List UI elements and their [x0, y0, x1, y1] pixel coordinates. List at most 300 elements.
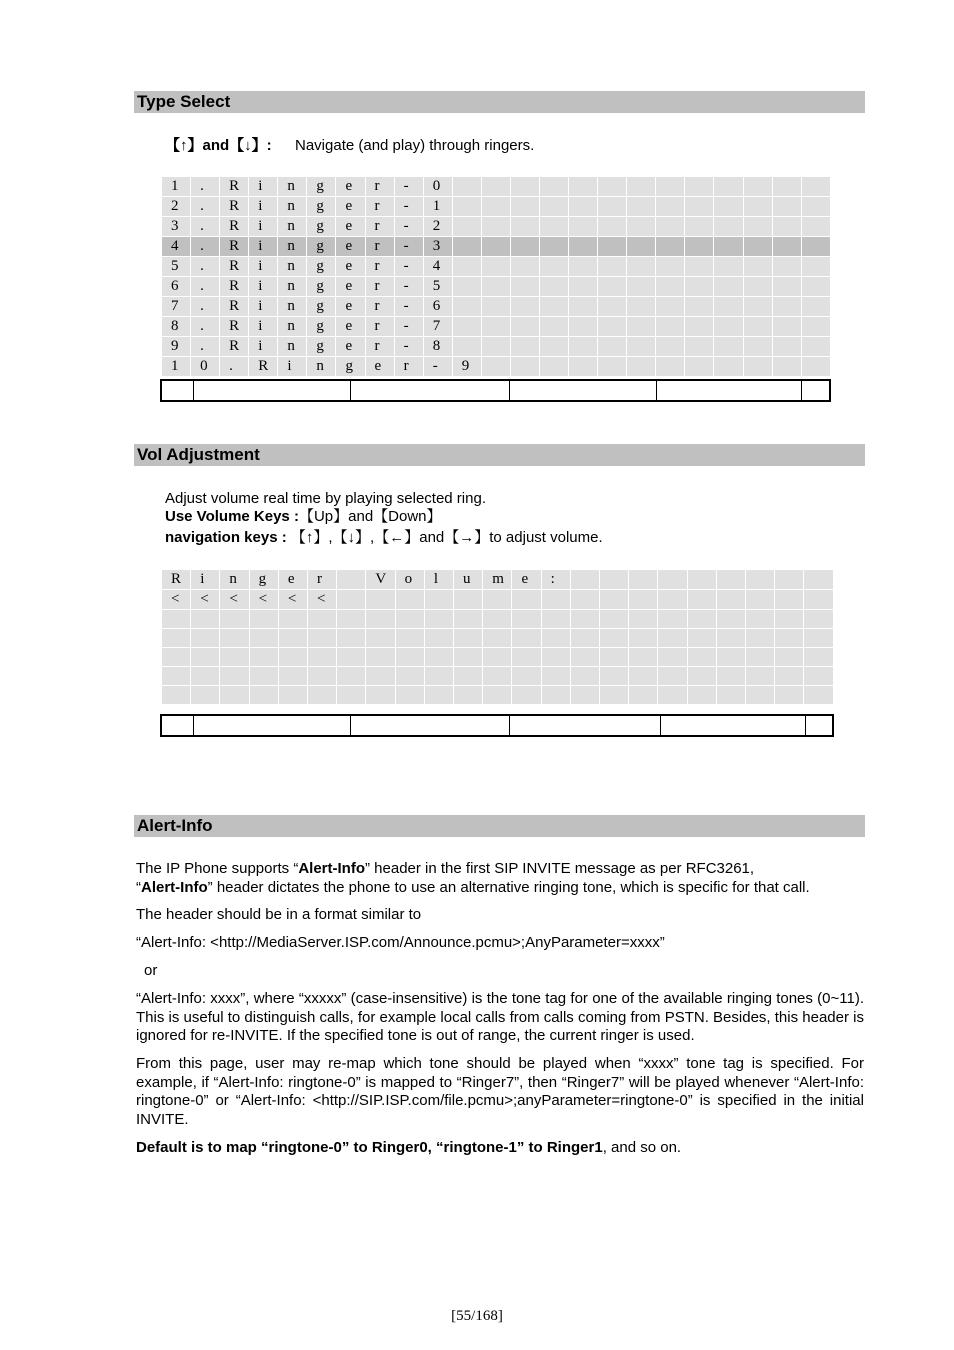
lcd-cell: n — [278, 197, 307, 217]
lcd-cell — [162, 667, 191, 686]
lcd-cell — [452, 177, 481, 197]
text-run: Default is to map “ringtone-0” to Ringer0, “ringtone-1” to Ringer1 — [136, 1139, 603, 1156]
lcd-cell — [801, 317, 830, 337]
lcd-cell — [627, 197, 656, 217]
softkey-bar-vol — [160, 714, 834, 737]
lcd-cell — [220, 610, 249, 629]
lcd-cell — [570, 667, 599, 686]
lcd-cell — [249, 686, 278, 705]
lcd-cell — [772, 337, 801, 357]
lcd-cell — [801, 277, 830, 297]
lcd-cell — [600, 629, 629, 648]
lcd-cell — [743, 337, 772, 357]
lcd-cell — [716, 648, 745, 667]
lcd-cell — [570, 686, 599, 705]
lcd-cell — [714, 277, 743, 297]
lcd-cell — [627, 277, 656, 297]
lcd-cell — [772, 297, 801, 317]
lcd-cell — [685, 317, 714, 337]
lcd-cell — [801, 217, 830, 237]
lcd-cell — [481, 297, 510, 317]
lcd-cell — [685, 257, 714, 277]
nav-keys-value: 【↑】,【↓】,【←】and【→】to adjust volume. — [290, 529, 603, 546]
lcd-cell — [220, 629, 249, 648]
lcd-cell — [570, 648, 599, 667]
lcd-cell — [278, 686, 307, 705]
lcd-cell: i — [249, 197, 278, 217]
alert-info-paragraph-3: “Alert-Info: xxxx”, where “xxxxx” (case-insensitive) is the tone tag for one of the available ringing tones (0~11). This is useful to distinguish calls, for example local calls from calls coming from PSTN. Besides, this header is ignored for re-INVITE. If the specified tone is out of range, the current ringer is used. — [136, 990, 864, 1044]
lcd-cell: - — [394, 337, 423, 357]
lcd-cell — [598, 177, 627, 197]
lcd-cell — [541, 648, 570, 667]
lcd-cell — [540, 217, 569, 237]
lcd-cell — [714, 317, 743, 337]
lcd-cell — [743, 277, 772, 297]
lcd-cell — [424, 629, 453, 648]
lcd-cell: 2 — [162, 197, 191, 217]
lcd-cell — [685, 277, 714, 297]
softkey-slot — [802, 381, 829, 400]
lcd-cell: m — [483, 570, 512, 590]
lcd-cell — [308, 610, 337, 629]
lcd-cell: 4 — [162, 237, 191, 257]
lcd-cell — [656, 277, 685, 297]
lcd-cell — [541, 686, 570, 705]
lcd-cell: e — [336, 237, 365, 257]
lcd-cell — [627, 217, 656, 237]
lcd-cell — [804, 610, 833, 629]
lcd-cell — [685, 357, 714, 377]
lcd-cell — [746, 629, 775, 648]
vol-description: Adjust volume real time by playing selected ring. — [165, 490, 486, 507]
lcd-cell: e — [336, 297, 365, 317]
softkey-slot — [806, 716, 832, 735]
lcd-cell: 8 — [423, 337, 452, 357]
lcd-cell — [337, 590, 366, 610]
lcd-cell — [424, 648, 453, 667]
softkey-slot — [194, 381, 352, 400]
lcd-cell — [540, 337, 569, 357]
lcd-cell: e — [336, 197, 365, 217]
lcd-cell — [569, 197, 598, 217]
lcd-cell — [510, 317, 539, 337]
lcd-cell: n — [278, 337, 307, 357]
alert-info-paragraph-1 — [136, 860, 864, 897]
lcd-cell — [424, 590, 453, 610]
lcd-cell — [746, 570, 775, 590]
lcd-cell — [337, 570, 366, 590]
lcd-cell: 2 — [423, 217, 452, 237]
lcd-cell — [772, 357, 801, 377]
lcd-cell: - — [394, 177, 423, 197]
lcd-cell — [278, 629, 307, 648]
lcd-cell — [278, 610, 307, 629]
lcd-cell: r — [365, 177, 394, 197]
lcd-cell — [540, 357, 569, 377]
lcd-cell — [366, 610, 395, 629]
lcd-cell: - — [394, 297, 423, 317]
lcd-cell — [452, 297, 481, 317]
lcd-cell — [540, 297, 569, 317]
lcd-cell: R — [220, 237, 249, 257]
lcd-cell — [366, 686, 395, 705]
lcd-cell — [540, 237, 569, 257]
lcd-cell — [804, 570, 833, 590]
lcd-cell — [772, 177, 801, 197]
ringer-list-lcd-grid — [161, 176, 831, 377]
lcd-cell: e — [336, 217, 365, 237]
lcd-cell: - — [394, 257, 423, 277]
softkey-bar — [160, 379, 831, 402]
lcd-cell — [627, 297, 656, 317]
lcd-cell — [775, 686, 804, 705]
lcd-cell — [541, 629, 570, 648]
lcd-cell — [629, 629, 658, 648]
nav-keys-label: 【↑】and【↓】: — [165, 137, 272, 154]
lcd-cell — [452, 237, 481, 257]
lcd-cell — [395, 629, 424, 648]
lcd-cell — [512, 629, 541, 648]
lcd-cell — [249, 610, 278, 629]
lcd-cell — [510, 257, 539, 277]
lcd-cell: g — [307, 257, 336, 277]
lcd-cell — [220, 686, 249, 705]
lcd-cell — [540, 197, 569, 217]
lcd-cell: r — [365, 257, 394, 277]
text-run: Alert-Info — [141, 878, 208, 896]
lcd-cell — [801, 237, 830, 257]
lcd-row — [162, 297, 831, 317]
lcd-cell — [801, 357, 830, 377]
lcd-cell — [775, 667, 804, 686]
nav-keys-line — [165, 529, 603, 547]
lcd-cell — [395, 610, 424, 629]
lcd-row — [162, 357, 831, 377]
lcd-cell — [629, 610, 658, 629]
lcd-cell — [510, 337, 539, 357]
lcd-cell — [600, 570, 629, 590]
lcd-cell — [716, 610, 745, 629]
lcd-row — [162, 337, 831, 357]
lcd-row — [162, 629, 834, 648]
lcd-cell — [600, 667, 629, 686]
lcd-cell — [337, 610, 366, 629]
lcd-cell — [337, 648, 366, 667]
lcd-cell — [481, 317, 510, 337]
lcd-cell — [220, 667, 249, 686]
lcd-cell: g — [307, 177, 336, 197]
lcd-cell — [656, 237, 685, 257]
lcd-cell — [656, 337, 685, 357]
lcd-cell — [512, 667, 541, 686]
lcd-cell — [687, 648, 716, 667]
lcd-cell: e — [365, 357, 394, 377]
lcd-row — [162, 177, 831, 197]
lcd-cell: R — [220, 197, 249, 217]
lcd-cell — [337, 686, 366, 705]
lcd-cell: R — [220, 317, 249, 337]
lcd-cell: n — [278, 177, 307, 197]
lcd-cell — [512, 590, 541, 610]
lcd-cell: r — [365, 197, 394, 217]
text-run: Alert-Info — [298, 860, 365, 877]
softkey-slot — [657, 381, 803, 400]
lcd-cell — [249, 629, 278, 648]
lcd-cell: r — [394, 357, 423, 377]
alert-info-paragraph-2: The header should be in a format similar to — [136, 906, 422, 923]
lcd-cell — [483, 610, 512, 629]
lcd-cell: 0 — [423, 177, 452, 197]
lcd-cell: i — [191, 570, 220, 590]
vol-keys-value: 【Up】and【Down】 — [298, 508, 442, 525]
lcd-cell — [714, 197, 743, 217]
lcd-cell — [714, 237, 743, 257]
lcd-cell: e — [512, 570, 541, 590]
lcd-cell: < — [220, 590, 249, 610]
lcd-cell — [772, 257, 801, 277]
lcd-cell: - — [394, 197, 423, 217]
lcd-cell — [483, 667, 512, 686]
lcd-cell — [395, 648, 424, 667]
alert-info-or: or — [144, 962, 158, 979]
lcd-cell — [629, 590, 658, 610]
lcd-cell — [658, 590, 687, 610]
softkey-slot — [162, 716, 194, 735]
lcd-cell — [658, 629, 687, 648]
lcd-cell — [627, 257, 656, 277]
text-run: ” header dictates the phone to use an alternative ringing tone, which is specific for that call. — [207, 878, 810, 896]
lcd-cell — [743, 177, 772, 197]
lcd-cell — [629, 686, 658, 705]
lcd-cell — [714, 257, 743, 277]
lcd-cell — [483, 629, 512, 648]
lcd-cell: 3 — [162, 217, 191, 237]
lcd-cell — [804, 590, 833, 610]
lcd-cell — [775, 570, 804, 590]
lcd-cell: r — [365, 217, 394, 237]
lcd-cell: n — [278, 237, 307, 257]
lcd-cell — [512, 610, 541, 629]
lcd-cell — [629, 648, 658, 667]
lcd-cell — [746, 648, 775, 667]
lcd-cell — [452, 197, 481, 217]
lcd-cell — [481, 177, 510, 197]
softkey-slot — [351, 716, 510, 735]
lcd-cell: n — [278, 277, 307, 297]
lcd-cell: i — [249, 297, 278, 317]
lcd-cell — [598, 277, 627, 297]
lcd-cell: n — [278, 297, 307, 317]
lcd-cell — [658, 667, 687, 686]
lcd-cell — [629, 667, 658, 686]
lcd-cell: . — [191, 257, 220, 277]
lcd-cell — [656, 297, 685, 317]
lcd-cell: e — [336, 257, 365, 277]
lcd-cell — [395, 667, 424, 686]
lcd-cell: e — [336, 337, 365, 357]
lcd-cell: i — [249, 277, 278, 297]
lcd-cell — [454, 590, 483, 610]
lcd-cell — [424, 610, 453, 629]
lcd-cell: g — [307, 217, 336, 237]
vol-keys-label: Use Volume Keys : — [165, 508, 299, 525]
lcd-cell — [775, 610, 804, 629]
lcd-cell: 8 — [162, 317, 191, 337]
lcd-cell — [772, 277, 801, 297]
lcd-cell — [540, 277, 569, 297]
lcd-row — [162, 648, 834, 667]
lcd-cell — [510, 237, 539, 257]
lcd-cell — [481, 337, 510, 357]
lcd-cell — [510, 197, 539, 217]
lcd-row — [162, 610, 834, 629]
lcd-cell — [454, 667, 483, 686]
section-heading-alert-info: Alert-Info — [134, 815, 865, 837]
lcd-row — [162, 197, 831, 217]
lcd-cell — [570, 629, 599, 648]
lcd-cell: 9 — [162, 337, 191, 357]
lcd-cell — [685, 197, 714, 217]
softkey-slot — [194, 716, 352, 735]
softkey-slot — [510, 716, 661, 735]
text-run: ” header in the first SIP INVITE message as per RFC3261, — [365, 860, 755, 877]
lcd-cell: n — [278, 317, 307, 337]
lcd-cell: g — [336, 357, 365, 377]
lcd-cell — [714, 177, 743, 197]
lcd-cell: . — [191, 297, 220, 317]
lcd-cell — [278, 667, 307, 686]
section-heading-vol-adjustment: Vol Adjustment — [134, 444, 865, 466]
lcd-cell — [366, 590, 395, 610]
lcd-cell: 6 — [162, 277, 191, 297]
lcd-cell — [775, 590, 804, 610]
lcd-cell — [162, 610, 191, 629]
lcd-cell — [716, 667, 745, 686]
lcd-cell — [598, 197, 627, 217]
lcd-cell — [627, 337, 656, 357]
lcd-cell — [801, 257, 830, 277]
lcd-cell: < — [308, 590, 337, 610]
lcd-row — [162, 590, 834, 610]
lcd-cell — [452, 277, 481, 297]
lcd-cell: 1 — [423, 197, 452, 217]
lcd-cell — [569, 337, 598, 357]
lcd-cell — [804, 629, 833, 648]
lcd-cell — [191, 610, 220, 629]
lcd-cell — [249, 667, 278, 686]
lcd-cell: . — [191, 237, 220, 257]
lcd-cell — [337, 629, 366, 648]
lcd-cell — [454, 686, 483, 705]
lcd-cell — [772, 217, 801, 237]
lcd-cell: g — [307, 317, 336, 337]
lcd-cell: : — [541, 570, 570, 590]
lcd-cell — [746, 686, 775, 705]
lcd-cell — [687, 570, 716, 590]
lcd-cell: i — [249, 217, 278, 237]
lcd-cell — [569, 217, 598, 237]
lcd-cell — [687, 610, 716, 629]
lcd-cell — [685, 297, 714, 317]
section-heading-type-select: Type Select — [134, 91, 865, 113]
lcd-cell — [569, 277, 598, 297]
lcd-cell — [627, 237, 656, 257]
lcd-cell — [687, 667, 716, 686]
lcd-cell: r — [365, 317, 394, 337]
lcd-cell — [656, 177, 685, 197]
lcd-cell: r — [365, 337, 394, 357]
lcd-cell: u — [454, 570, 483, 590]
lcd-cell: 1 — [162, 357, 191, 377]
lcd-row — [162, 237, 831, 257]
lcd-cell — [804, 667, 833, 686]
lcd-cell: 6 — [423, 297, 452, 317]
lcd-cell — [804, 686, 833, 705]
lcd-cell: R — [220, 177, 249, 197]
lcd-cell — [772, 317, 801, 337]
lcd-cell — [801, 297, 830, 317]
lcd-cell — [687, 629, 716, 648]
lcd-cell — [366, 629, 395, 648]
lcd-cell: r — [365, 237, 394, 257]
lcd-cell — [162, 648, 191, 667]
lcd-cell — [481, 237, 510, 257]
lcd-cell: i — [249, 337, 278, 357]
lcd-cell — [743, 357, 772, 377]
lcd-cell: R — [220, 257, 249, 277]
lcd-cell: g — [307, 337, 336, 357]
lcd-cell — [424, 667, 453, 686]
lcd-cell — [483, 686, 512, 705]
lcd-cell — [598, 337, 627, 357]
lcd-cell — [452, 217, 481, 237]
lcd-cell: R — [249, 357, 278, 377]
text-run: The IP Phone supports “ — [136, 860, 299, 877]
lcd-cell — [308, 667, 337, 686]
lcd-cell — [658, 686, 687, 705]
lcd-cell — [743, 297, 772, 317]
page-number: [55/168] — [451, 1308, 503, 1324]
lcd-cell: n — [278, 217, 307, 237]
lcd-cell: . — [191, 197, 220, 217]
lcd-cell — [598, 217, 627, 237]
lcd-cell — [481, 197, 510, 217]
lcd-cell: - — [394, 277, 423, 297]
volume-lcd-grid — [161, 569, 834, 705]
lcd-cell: . — [220, 357, 249, 377]
lcd-cell — [801, 177, 830, 197]
lcd-cell: i — [249, 237, 278, 257]
lcd-cell: . — [191, 277, 220, 297]
lcd-cell — [600, 686, 629, 705]
lcd-cell: 4 — [423, 257, 452, 277]
lcd-cell — [395, 590, 424, 610]
lcd-cell — [454, 610, 483, 629]
lcd-cell — [308, 629, 337, 648]
lcd-cell — [743, 237, 772, 257]
nav-keys-label-2: navigation keys : — [165, 529, 287, 546]
lcd-cell — [569, 257, 598, 277]
lcd-cell — [716, 570, 745, 590]
lcd-cell: < — [249, 590, 278, 610]
lcd-cell — [743, 317, 772, 337]
lcd-cell — [454, 629, 483, 648]
lcd-cell — [804, 648, 833, 667]
lcd-cell — [716, 629, 745, 648]
lcd-cell: 7 — [423, 317, 452, 337]
lcd-cell: e — [278, 570, 307, 590]
lcd-cell: R — [220, 297, 249, 317]
